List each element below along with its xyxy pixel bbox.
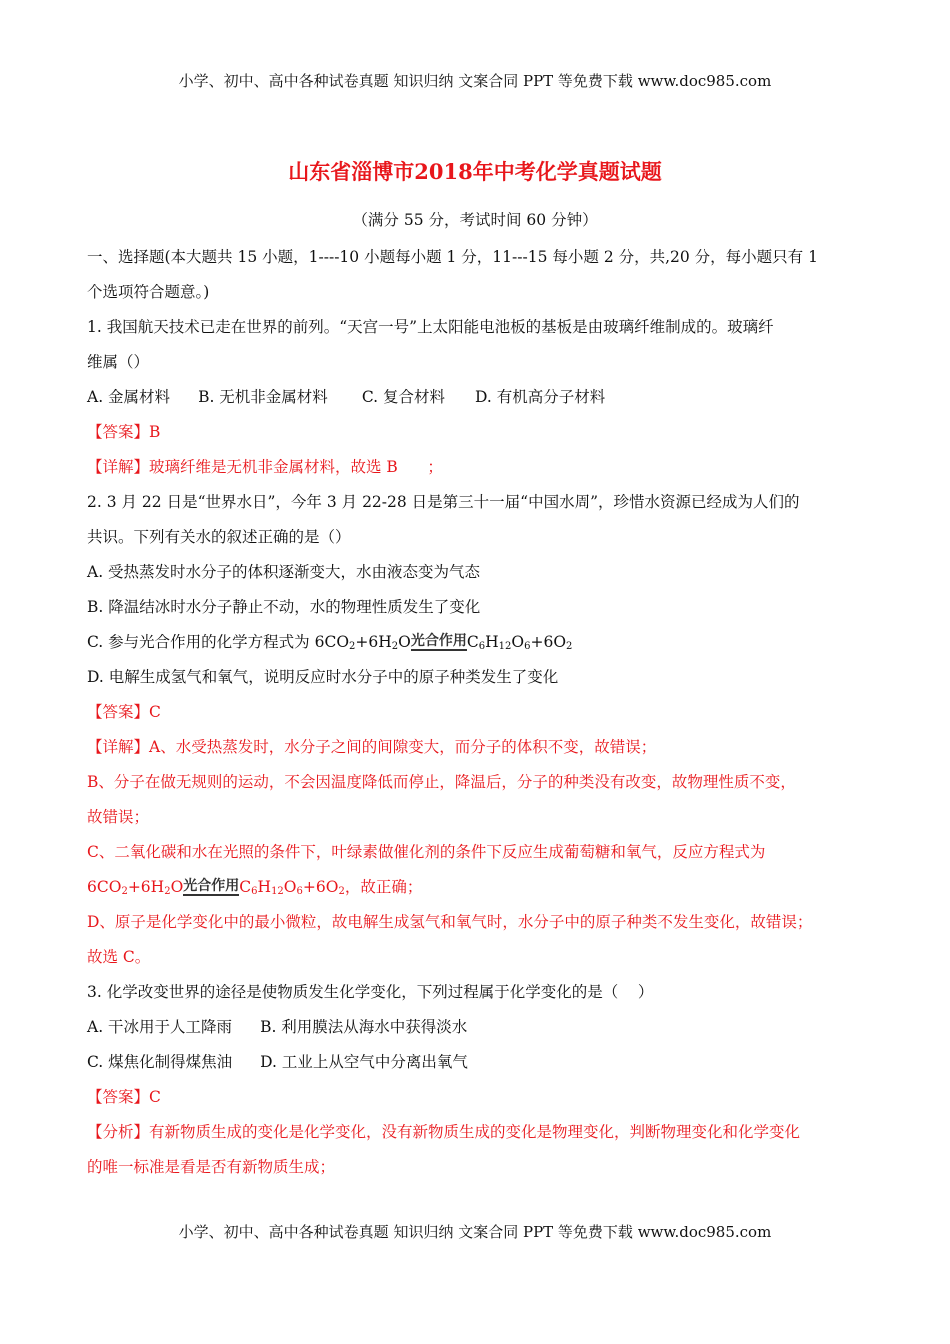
- q2-option-a: A. 受热蒸发时水分子的体积逐渐变大，水由液态变为气态: [87, 563, 481, 581]
- q2-conclusion: 故选 C。: [87, 948, 151, 966]
- section-heading-line-2: 个选项符合题意。): [87, 283, 210, 301]
- q3-analysis-line-1: 【分析】有新物质生成的变化是化学变化，没有新物质生成的变化是物理变化，判断物理变化和化学变化: [87, 1123, 801, 1141]
- q1-answer: 【答案】B: [87, 423, 161, 441]
- q1-option-a: A. 金属材料: [87, 388, 171, 406]
- page-footer: 小学、初中、高中各种试卷真题 知识归纳 文案合同 PPT 等免费下载 www.doc985.com: [178, 1223, 772, 1241]
- q2-detail-c-line-2: $6CO_2+6H_2O$光合作用$C_6H_{12}O_6+6O_2$，故正确；: [87, 878, 423, 897]
- page-title: 山东省淄博市2018年中考化学真题试题: [288, 159, 662, 184]
- q2-detail-b-line-2: 故错误；: [87, 808, 150, 826]
- q3-answer: 【答案】C: [87, 1088, 161, 1106]
- equation: $6CO_2+6H_2O$光合作用$C_6H_{12}O_6+6O_2$: [314, 633, 573, 652]
- page-header: 小学、初中、高中各种试卷真题 知识归纳 文案合同 PPT 等免费下载 www.doc985.com: [178, 72, 772, 90]
- q2-stem-line-1: 2. 3 月 22 日是“世界水日”，今年 3 月 22-28 日是第三十一届“中国水周”，珍惜水资源已经成为人们的: [87, 493, 800, 511]
- q2-option-c: [87, 625, 867, 660]
- q2-detail-c-line-1: C、二氧化碳和水在光照的条件下，叶绿素做催化剂的条件下反应生成葡萄糖和氧气，反应方程式为: [87, 843, 766, 861]
- q2-option-b: B. 降温结冰时水分子静止不动，水的物理性质发生了变化: [87, 598, 481, 616]
- q2-answer: 【答案】C: [87, 703, 161, 721]
- q2-detail-d: D、原子是化学变化中的最小微粒，故电解生成氢气和氧气时，水分子中的原子种类不发生变化，故错误；: [87, 913, 813, 931]
- q2-detail-a: 【详解】A、水受热蒸发时，水分子之间的间隙变大，而分子的体积不变，故错误；: [87, 738, 657, 756]
- exam-info: （满分 55 分，考试时间 60 分钟）: [352, 211, 598, 229]
- q2-detail-b-line-1: B、分子在做无规则的运动，不会因温度降低而停止，降温后，分子的种类没有改变，故物理性质不变，: [87, 773, 796, 791]
- reaction-condition-detail: 光合作用: [183, 878, 240, 894]
- q1-options: [87, 380, 867, 415]
- reaction-condition: 光合作用: [410, 633, 467, 649]
- q3-options-row-2: [87, 1045, 867, 1080]
- q2-stem-line-2: 共识。下列有关水的叙述正确的是（）: [87, 528, 351, 546]
- q1-stem-line-2: 维属（）: [87, 353, 150, 371]
- document-body: [87, 240, 867, 1185]
- q2-option-d: D. 电解生成氢气和氧气，说明反应时水分子中的原子种类发生了变化: [87, 668, 559, 686]
- q1-option-d: D. 有机高分子材料: [474, 388, 606, 406]
- q1-option-b: B. 无机非金属材料: [198, 388, 328, 406]
- q3-option-c: C. 煤焦化制得煤焦油: [87, 1053, 233, 1071]
- q3-option-a: A. 干冰用于人工降雨: [87, 1018, 233, 1036]
- q2-option-c-text: C. 参与光合作用的化学方程式为: [87, 633, 315, 651]
- q3-option-d: D. 工业上从空气中分离出氧气: [260, 1053, 468, 1071]
- q3-analysis-line-2: 的唯一标准是看是否有新物质生成；: [87, 1158, 336, 1176]
- q3-option-b: B. 利用膜法从海水中获得淡水: [260, 1018, 468, 1036]
- equation-detail: $6CO_2+6H_2O$光合作用$C_6H_{12}O_6+6O_2$: [87, 878, 345, 897]
- q3-stem: 3. 化学改变世界的途径是使物质发生化学变化，下列过程属于化学变化的是（ ）: [87, 983, 654, 1001]
- q1-stem-line-1: 1. 我国航天技术已走在世界的前列。“天宫一号”上太阳能电池板的基板是由玻璃纤维制成的。玻璃纤: [87, 318, 774, 336]
- q1-option-c: C. 复合材料: [361, 388, 445, 406]
- section-heading-line-1: 一、选择题(本大题共 15 小题，1----10 小题每小题 1 分，11---15 每小题 2 分，共,20 分，每小题只有 1: [87, 248, 818, 266]
- q1-detail: 【详解】玻璃纤维是无机非金属材料，故选 B ；: [87, 458, 443, 476]
- q3-options-row-1: [87, 1010, 867, 1045]
